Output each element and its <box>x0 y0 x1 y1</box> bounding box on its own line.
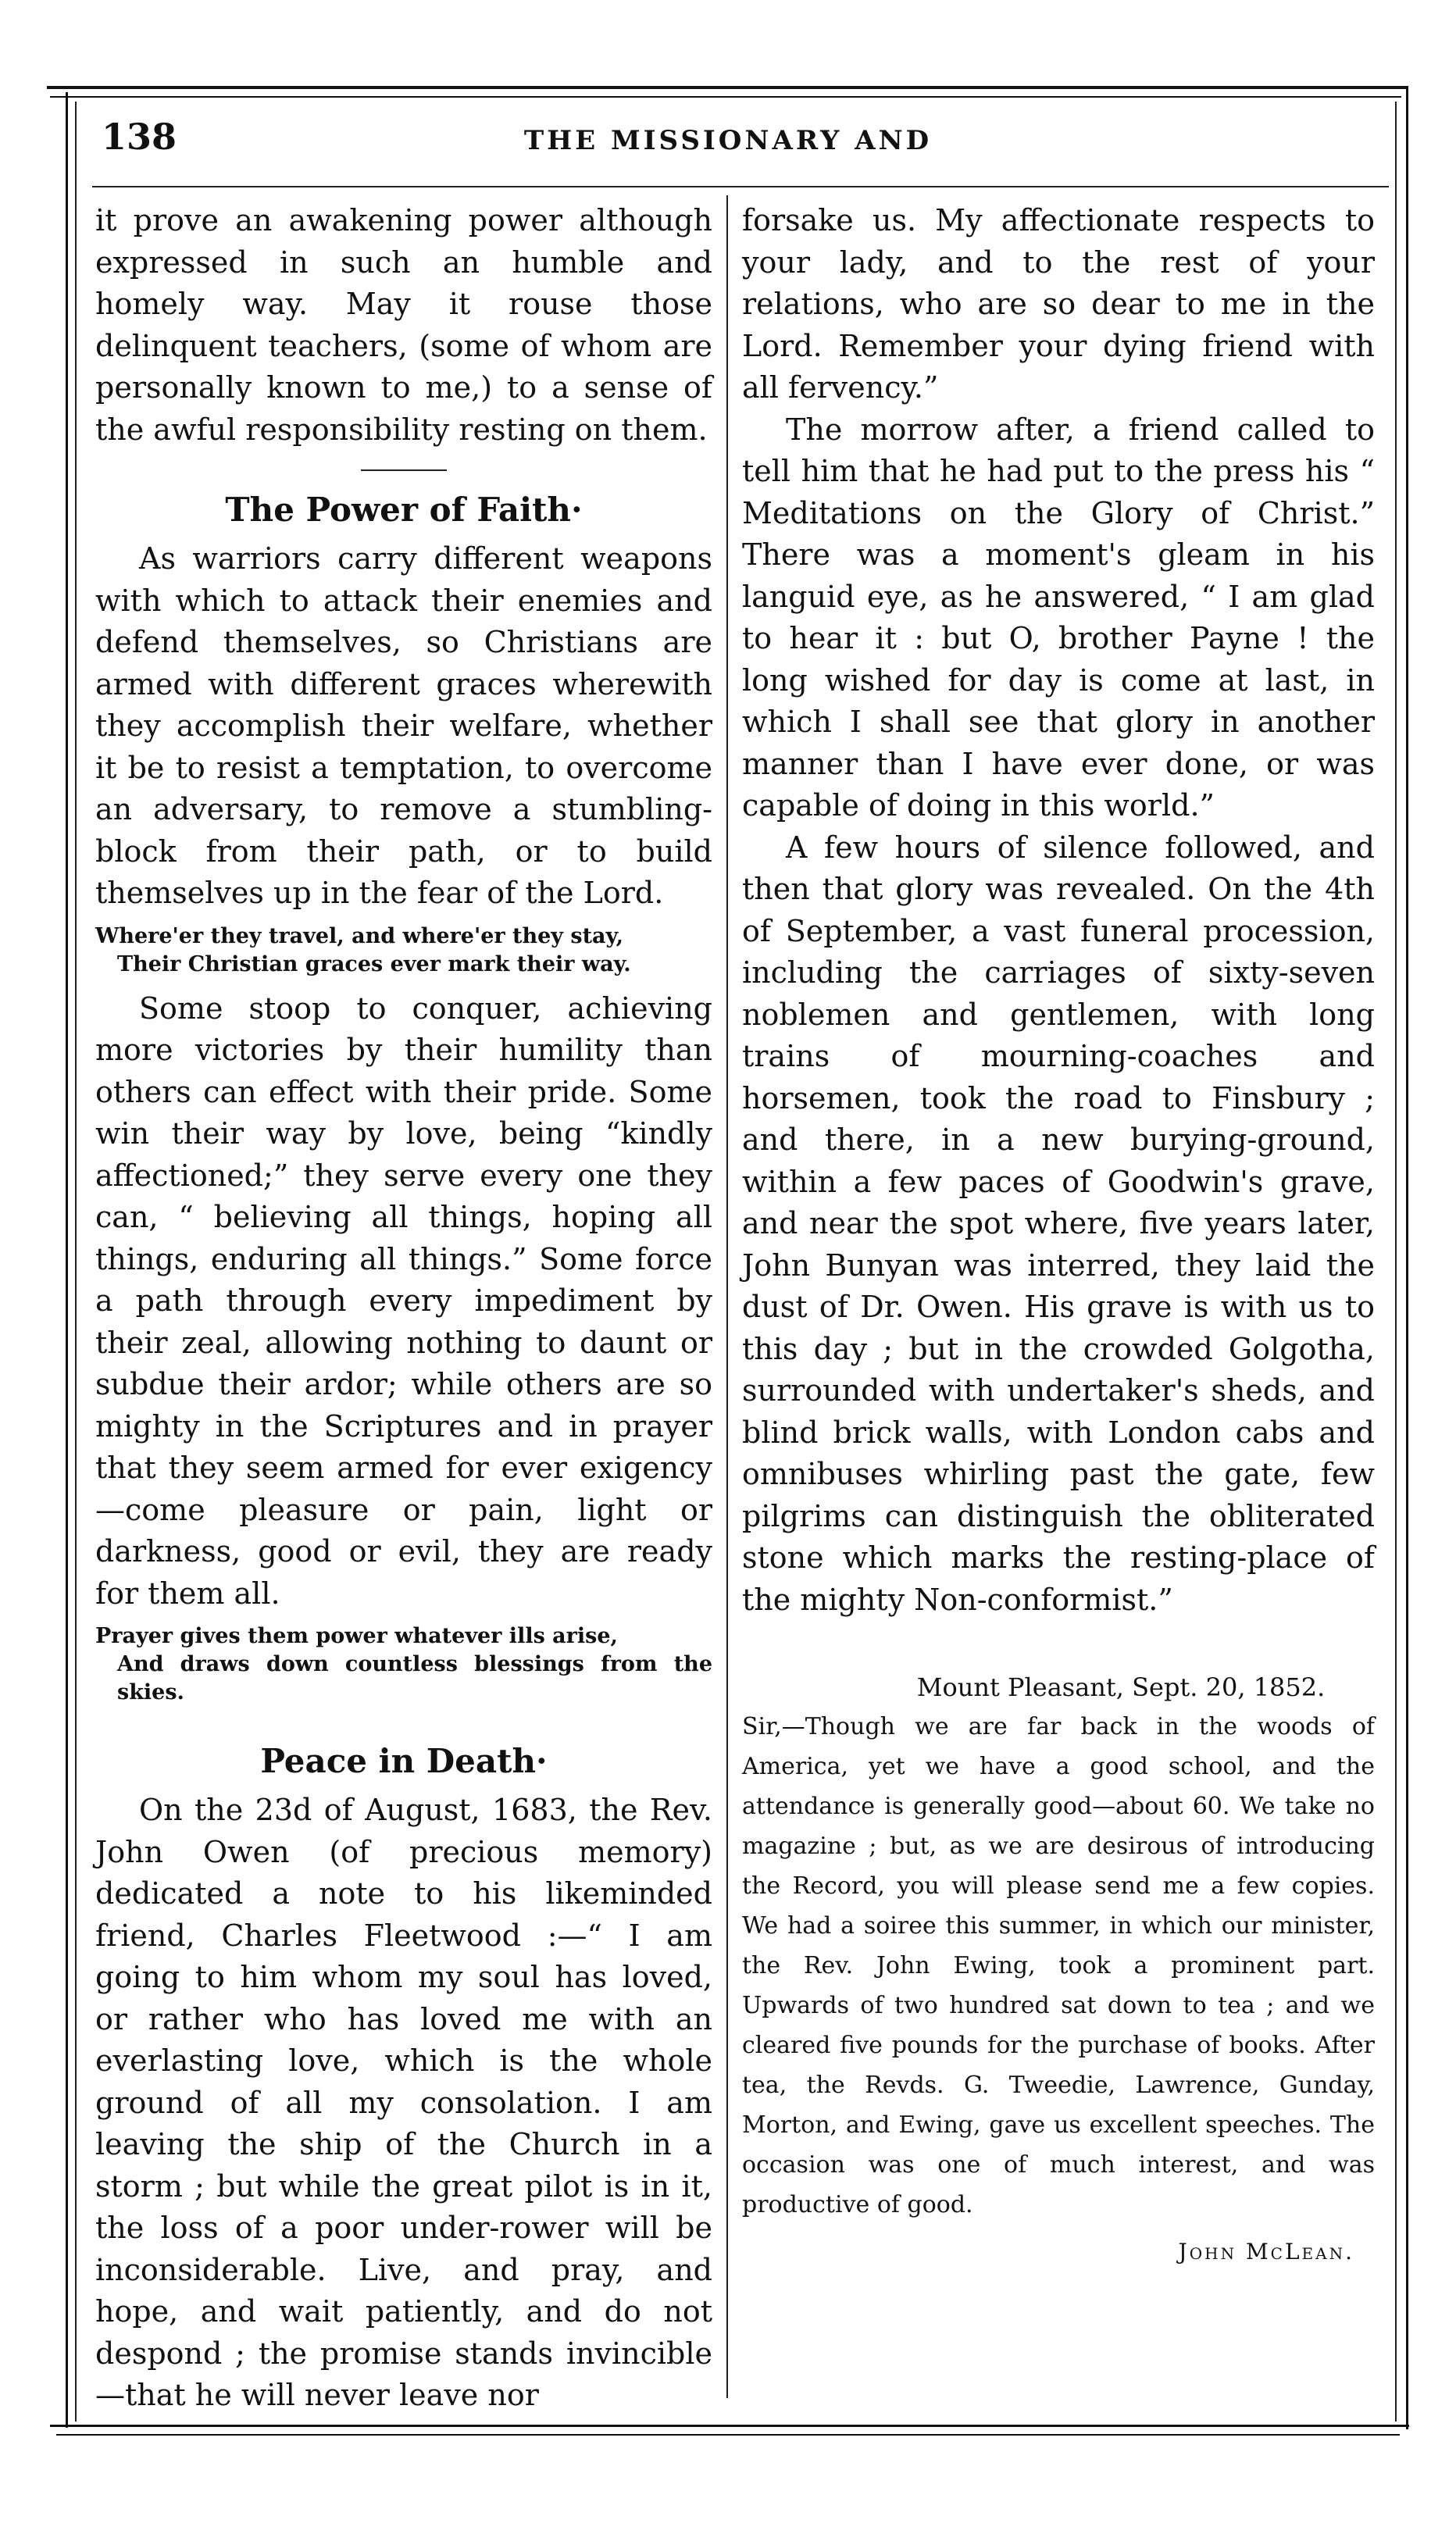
section-title-peace-in-death: Peace in Death· <box>260 1742 548 1780</box>
page-border-bottom <box>50 2425 1409 2427</box>
verse-line: Their Christian graces ever mark their way. <box>117 951 631 976</box>
page-border-top-inner <box>50 96 1401 98</box>
verse-line: And draws down countless blessings from the skies. <box>117 1652 712 1704</box>
page-border-top <box>47 86 1406 89</box>
verse-couplet-1 <box>95 923 712 979</box>
letter-body: Sir,—Though we are far back in the woods of America, yet we have a good school, and the attendance is generally good—about 60. We take no magazine ; but, as we are desirous of introducing the Record, you will please send me a few copies. We had a soiree this summer, in which our minister, the Rev. John Ewing, took a prominent part. Upwards of two hundred sat down to tea ; and we cleared five pounds for the purchase of books. After tea, the Revds. G. Tweedie, Lawrence, Gunday, Morton, and Ewing, gave us excellent speeches. The occasion was one of much interest, and was productive of good. <box>742 1713 1375 2218</box>
letter-dateline: Mount Pleasant, Sept. 20, 1852. <box>916 1672 1326 1702</box>
running-head: THE MISSIONARY AND <box>523 125 933 156</box>
page-border-right <box>1406 86 1408 2429</box>
header-rule <box>92 186 1389 187</box>
owen-morrow-paragraph: The morrow after, a friend called to tell him that he had put to the press his “ Meditations on the Glory of Christ.” There was a moment's gleam in his languid eye, as he answered, “ I am glad to hear it : but O, brother Payne ! the long wished for day is come at last, in which I shall see that glory in another manner than I have ever done, or was capable of doing in this world.” <box>742 412 1375 823</box>
page-border-bottom-inner <box>56 2434 1400 2436</box>
owen-letter-continued: forsake us. My affectionate respects to your lady, and to the rest of your relations, who are so dear to me in the Lord. Remember your dying friend with all fervency.” <box>742 203 1375 405</box>
left-column <box>95 200 712 2417</box>
verse-line: Prayer gives them power whatever ills arise, <box>95 1624 618 1648</box>
verse-couplet-2 <box>95 1622 712 1707</box>
power-of-faith-paragraph-2: Some stoop to conquer, achieving more victories by their humility than others can effect with their pride. Some win their way by love, being “kindly affectioned;” they serve every one they can, “ believing all things, hoping all things, enduring all things.” Some force a path through every impediment by their zeal, allowing nothing to daunt or subdue their ardor; while others are so mighty in the Scriptures and in prayer that they seem armed for ever exigency—come pleasure or pain, light or darkness, good or evil, they are ready for them all. <box>95 990 712 1611</box>
page-border-left <box>66 92 68 2428</box>
column-divider <box>726 195 728 2398</box>
page-border-right-inner <box>1395 102 1397 2422</box>
verse-line: Where'er they travel, and where'er they stay, <box>95 923 624 948</box>
power-of-faith-paragraph-1: As warriors carry different weapons with which to attack their enemies and defend themselves, so Christians are armed with different graces wherewith they accomplish their welfare, whether it be to resist a temptation, to overcome an adversary, to remove a stumbling-block from their path, or to build themselves up in the fear of the Lord. <box>95 541 712 910</box>
section-title-power-of-faith: The Power of Faith· <box>225 491 583 529</box>
letter-signature: John McLean. <box>1178 2239 1354 2265</box>
section-separator <box>361 469 447 471</box>
page-border-left-inner <box>75 102 77 2422</box>
peace-in-death-paragraph-1: On the 23d of August, 1683, the Rev. John Owen (of precious memory) dedicated a note to his likeminded friend, Charles Fleetwood :—“ I am going to him whom my soul has loved, or rather who has loved me with an everlasting love, which is the whole ground of all my consolation. I am leaving the ship of the Church in a storm ; but while the great pilot is in it, the loss of a poor under-rower will be inconsiderable. Live, and pray, and hope, and wait patiently, and do not despond ; the promise stands invincible—that he will never leave nor <box>95 1793 712 2412</box>
page-number: 138 <box>102 116 177 158</box>
owen-funeral-paragraph: A few hours of silence followed, and then that glory was revealed. On the 4th of September, a vast funeral procession, including the carriages of sixty-seven noblemen and gentlemen, with long trains of mourning-coaches and horsemen, took the road to Finsbury ; and there, in a new burying-ground, within a few paces of Goodwin's grave, and near the spot where, five years later, John Bunyan was interred, they laid the dust of Dr. Owen. His grave is with us to this day ; but in the crowded Golgotha, surrounded with undertaker's sheds, and blind brick walls, with London cabs and omnibuses whirling past the gate, few pilgrims can distinguish the obliterated stone which marks the resting-place of the mighty Non-conformist.” <box>742 830 1375 1617</box>
intro-paragraph: it prove an awakening power although expressed in such an humble and homely way. May it rouse those delinquent teachers, (some of whom are personally known to me,) to a sense of the awful responsibility resting on them. <box>95 203 712 447</box>
right-column <box>742 200 1375 2273</box>
